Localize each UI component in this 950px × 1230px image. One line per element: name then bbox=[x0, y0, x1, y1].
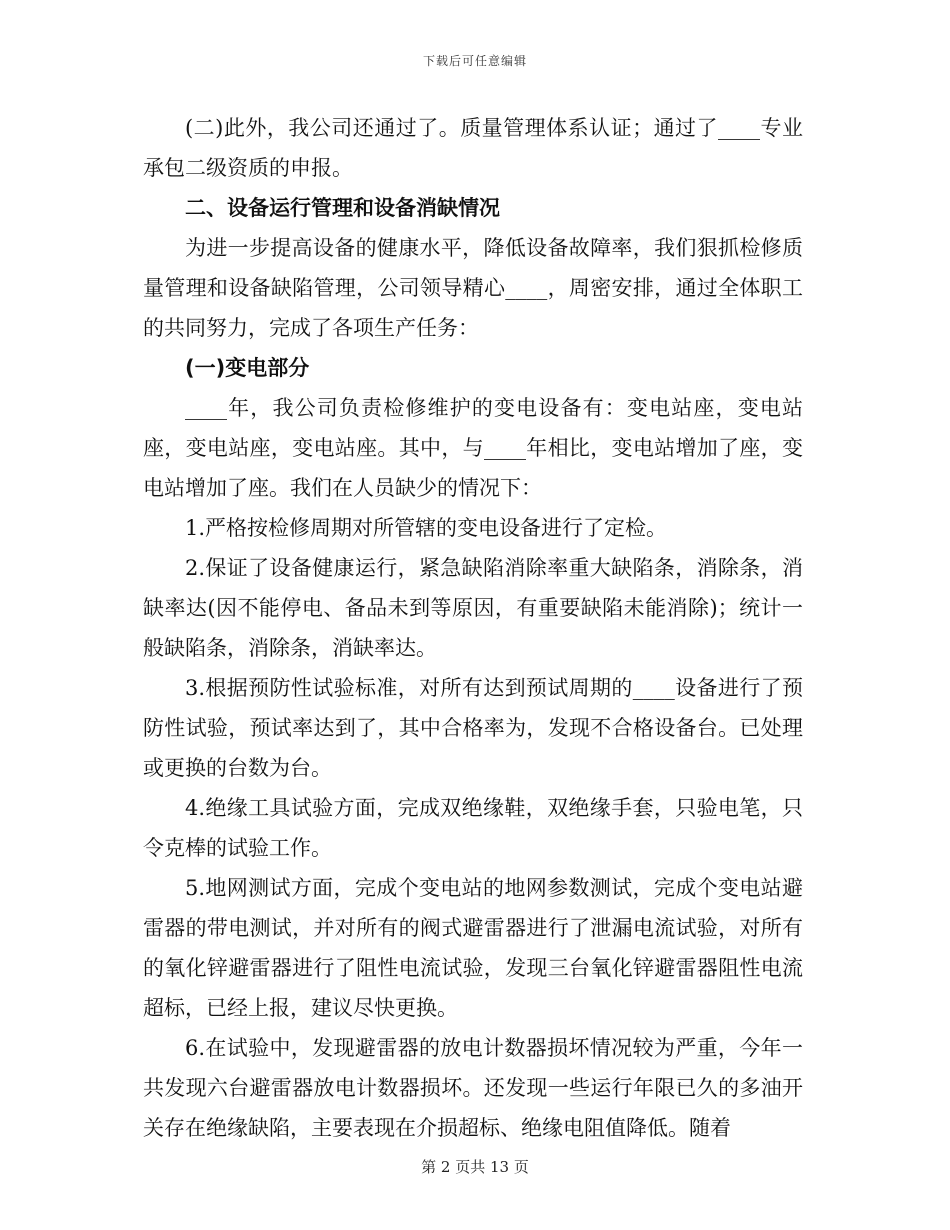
list-item-4: 4.绝缘工具试验方面，完成双绝缘鞋，双绝缘手套，只验电笔，只令克棒的试验工作。 bbox=[143, 796, 803, 860]
subsection-heading-substation: (一)变电部分 bbox=[185, 356, 310, 380]
paragraph-certification: (二)此外，我公司还通过了。质量管理体系认证；通过了____专业承包二级资质的申报。 bbox=[143, 116, 803, 180]
page-header: 下载后可任意编辑 bbox=[422, 54, 527, 68]
page-footer: 第 2 页共 13 页 bbox=[421, 1158, 529, 1176]
paragraph-intro: 为进一步提高设备的健康水平，降低设备故障率，我们狠抓检修质量管理和设备缺陷管理，公司领导精心____，周密安排，通过全体职工的共同努力，完成了各项生产任务： bbox=[143, 236, 803, 340]
list-item-3: 3.根据预防性试验标准，对所有达到预试周期的____设备进行了预防性试验，预试率达到了，其中合格率为，发现不合格设备台。已处理或更换的台数为台。 bbox=[143, 676, 803, 780]
list-item-5: 5.地网测试方面，完成个变电站的地网参数测试，完成个变电站避雷器的带电测试，并对所有的阀式避雷器进行了泄漏电流试验，对所有的氧化锌避雷器进行了阻性电流试验，发现三台氧化锌避雷器阻性电流超标，已经上报，建议尽快更换。 bbox=[143, 876, 803, 1020]
list-item-1: 1.严格按检修周期对所管辖的变电设备进行了定检。 bbox=[185, 516, 668, 540]
section-heading-equipment: 二、设备运行管理和设备消缺情况 bbox=[185, 196, 500, 220]
list-item-2: 2.保证了设备健康运行，紧急缺陷消除率重大缺陷条，消除条，消缺率达(因不能停电、备品未到等原因，有重要缺陷未能消除)；统计一般缺陷条，消除条，消缺率达。 bbox=[143, 556, 803, 660]
document-body bbox=[143, 108, 803, 1148]
paragraph-substation-overview: ____年，我公司负责检修维护的变电设备有：变电站座，变电站座，变电站座，变电站座。其中，与____年相比，变电站增加了座，变电站增加了座。我们在人员缺少的情况下： bbox=[143, 396, 803, 500]
list-item-6: 6.在试验中，发现避雷器的放电计数器损坏情况较为严重，今年一共发现六台避雷器放电计数器损坏。还发现一些运行年限已久的多油开关存在绝缘缺陷，主要表现在介损超标、绝缘电阻值降低。随着 bbox=[143, 1036, 803, 1140]
